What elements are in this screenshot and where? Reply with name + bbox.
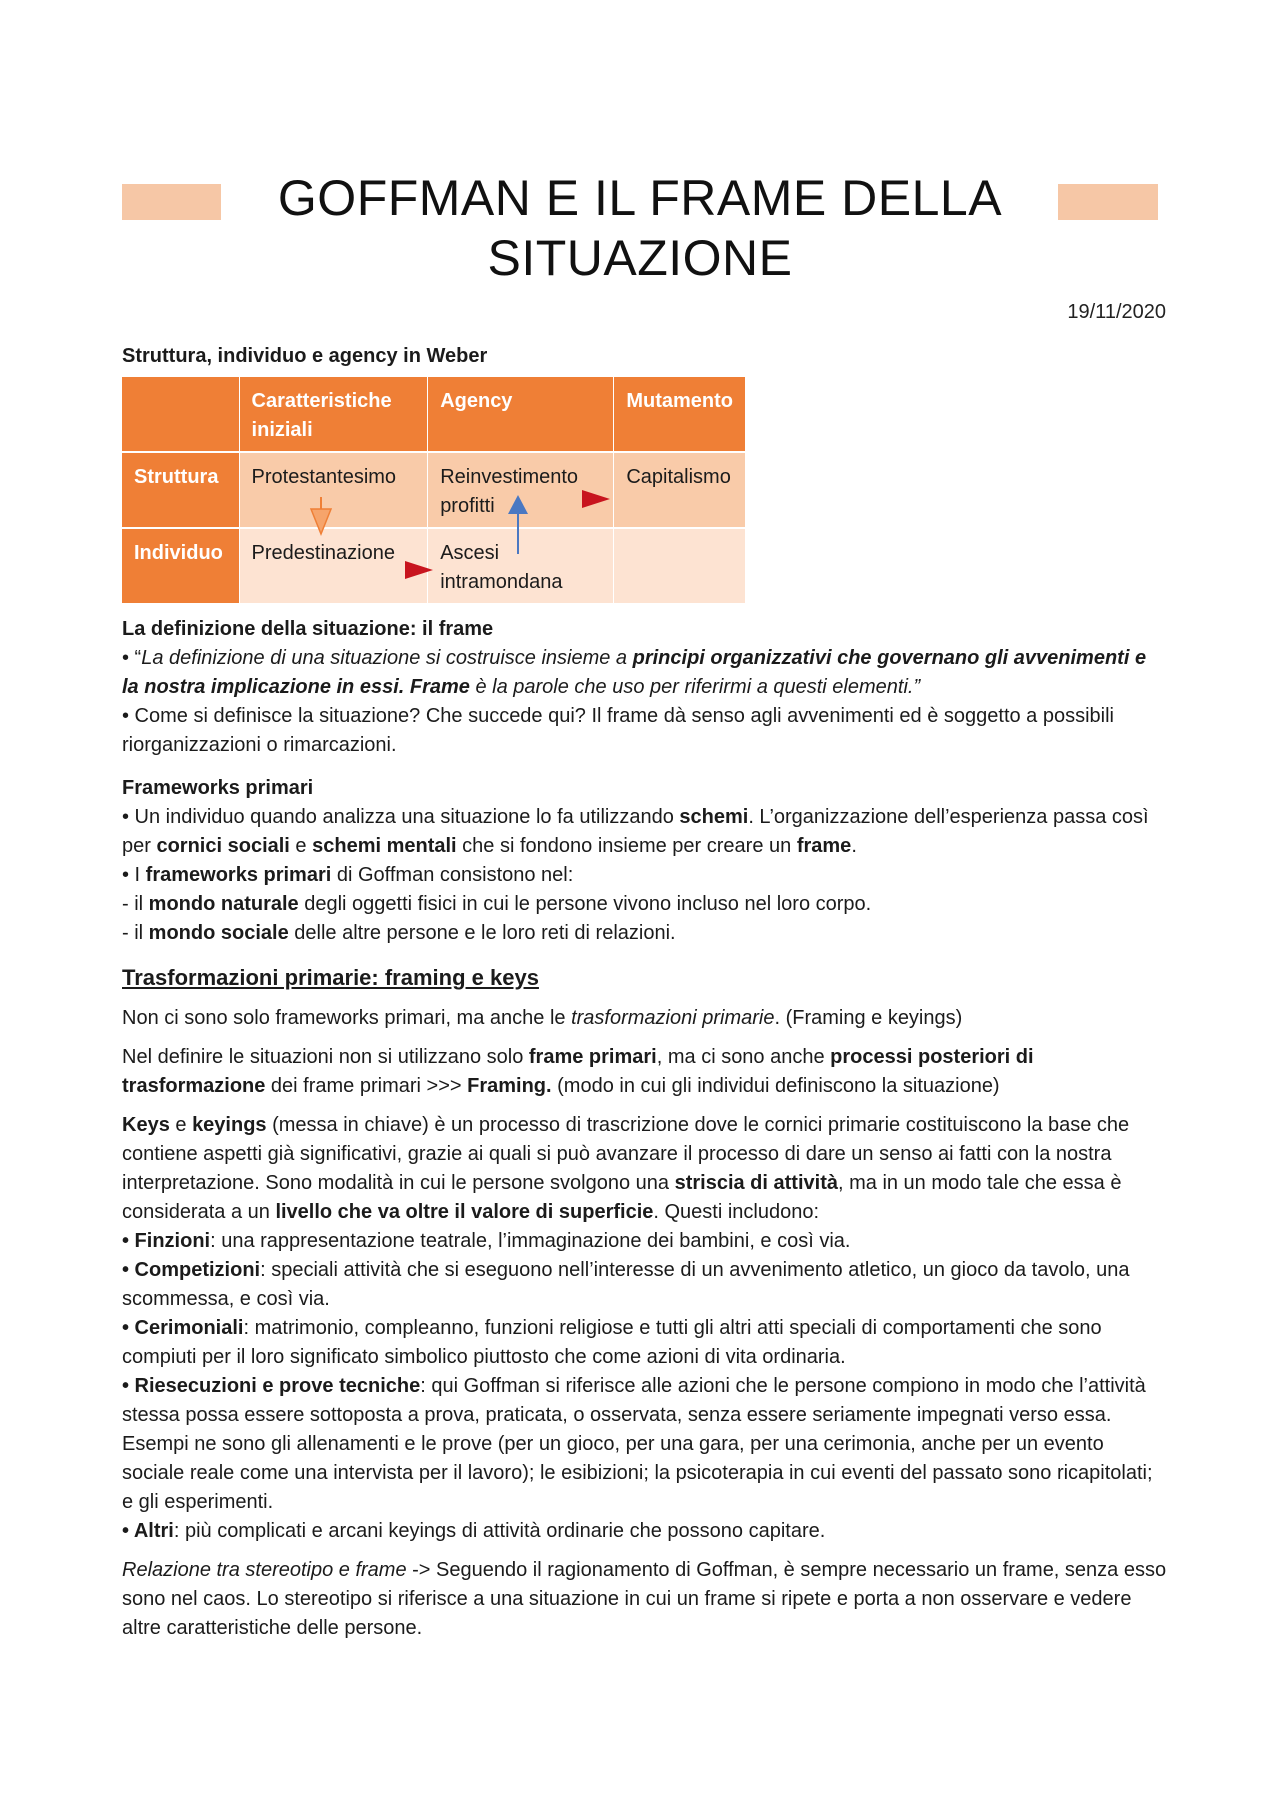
- list-item: [122, 1227, 1167, 1256]
- text-span: • Altri: [122, 1520, 174, 1542]
- text-span: processi posteriori di trasformazione: [122, 1046, 1034, 1097]
- text-span: : più complicati e arcani keyings di attività ordinarie che possono capitare.: [173, 1520, 826, 1542]
- text-span: • Cerimoniali: [122, 1317, 244, 1339]
- text-span: keyings: [192, 1114, 267, 1136]
- paragraph: [122, 1004, 1167, 1033]
- text-span: mondo naturale: [148, 893, 299, 915]
- section-frameworks: [122, 774, 1167, 948]
- text-span: • Finzioni: [122, 1230, 211, 1252]
- text-span: La definizione di una situazione si costruisce insieme a: [141, 647, 633, 669]
- paragraph: [122, 644, 1167, 702]
- text-span: , ma ci sono anche: [656, 1046, 831, 1068]
- section-heading: Trasformazioni primarie: framing e keys: [122, 965, 539, 990]
- table-row-header: Struttura: [122, 453, 240, 529]
- text-span: : qui Goffman si riferisce alle azioni che le persone compiono in modo che l’attività stessa possa essere sottoposta a prova, praticata, o osservata, senza essere seriamente impegnati verso essa. Esempi ne sono gli allenamenti e le prove (per un gioco, per una gara, per una cerimonia, anche per un evento sociale reale come una intervista per il lavoro); le esibizioni; la psicoterapia in cui eventi del passato sono ricapitolati; e gli esperimenti.: [122, 1375, 1153, 1513]
- table-row-header: Individuo: [122, 529, 240, 605]
- list-item: [122, 1517, 1167, 1546]
- text-span: • Un individuo quando analizza una situazione lo fa utilizzando: [122, 806, 680, 828]
- text-span: - il: [122, 893, 149, 915]
- text-span: . Questi includono:: [653, 1201, 820, 1223]
- list-item: [122, 1372, 1167, 1517]
- table-cell: Reinvestimento profitti: [428, 453, 614, 529]
- table-row: [122, 453, 746, 529]
- text-span: mondo sociale: [148, 922, 289, 944]
- text-span: di Goffman consistono nel:: [331, 864, 574, 886]
- table-cell: Capitalismo: [614, 453, 746, 529]
- text-span: striscia di attività: [674, 1172, 838, 1194]
- text-span: è la parole che uso per riferirmi a questi elementi.”: [469, 676, 921, 698]
- title-decoration-right: [1058, 184, 1158, 220]
- page-title: GOFFMAN E IL FRAME DELLA SITUAZIONE: [277, 170, 1003, 286]
- paragraph: [122, 1043, 1167, 1101]
- text-span: frameworks primari: [145, 864, 332, 886]
- text-span: : matrimonio, compleanno, funzioni religiose e tutti gli altri atti speciali di comportamenti che sono compiuti per il loro significato simbolico piuttosto che come azioni di vita ordinaria.: [122, 1317, 1102, 1368]
- text-span: delle altre persone e le loro reti di relazioni.: [288, 922, 676, 944]
- text-span: Relazione tra stereotipo e frame: [122, 1559, 407, 1581]
- document-body: [122, 342, 1167, 1653]
- text-span: Framing.: [467, 1075, 552, 1097]
- text-span: livello che va oltre il valore di superficie: [275, 1201, 654, 1223]
- table-row: [122, 529, 746, 605]
- text-span: e: [289, 835, 313, 857]
- text-span: cornici sociali: [156, 835, 290, 857]
- text-span: e: [169, 1114, 193, 1136]
- text-span: frame: [796, 835, 852, 857]
- table-header-cell: Mutamento: [614, 377, 746, 453]
- text-span: • “: [122, 647, 142, 669]
- table-cell: Ascesi intramondana: [428, 529, 614, 605]
- text-span: -> Seguendo il ragionamento di Goffman, è sempre necessario un frame, senza esso sono nel caos. Lo stereotipo si riferisce a una situazione in cui un frame si ripete e porta a non osservare e vedere altre caratteristiche delle persone.: [122, 1559, 1167, 1639]
- text-span: schemi: [679, 806, 749, 828]
- table-header-row: [122, 377, 746, 453]
- text-span: : speciali attività che si eseguono nell’interesse di un avvenimento atletico, un gioco da tavolo, una scommessa, e così via.: [122, 1259, 1130, 1310]
- text-span: schemi mentali: [312, 835, 457, 857]
- paragraph: [122, 890, 1167, 919]
- text-span: degli oggetti fisici in cui le persone vivono incluso nel loro corpo.: [298, 893, 872, 915]
- text-span: - il: [122, 922, 149, 944]
- text-span: • I: [122, 864, 146, 886]
- text-span: • Competizioni: [122, 1259, 261, 1281]
- section-frame: [122, 615, 1167, 760]
- text-span: Keys: [122, 1114, 170, 1136]
- paragraph: [122, 803, 1167, 861]
- text-span: principi organizzativi che governano gli avvenimenti e la nostra implicazione in essi. Frame: [122, 647, 1147, 698]
- list-item: [122, 1256, 1167, 1314]
- text-block: [122, 1111, 1167, 1227]
- table-header-cell: [122, 377, 240, 453]
- text-span: .: [851, 835, 857, 857]
- paragraph: [122, 919, 1167, 948]
- table-cell: [614, 529, 746, 605]
- list-item: [122, 1314, 1167, 1372]
- text-span: frame primari: [528, 1046, 657, 1068]
- document-date: 19/11/2020: [1067, 301, 1166, 323]
- paragraph: [122, 1556, 1167, 1643]
- text-span: che si fondono insieme per creare un: [456, 835, 797, 857]
- paragraph: [122, 1111, 1167, 1546]
- text-span: . L’organizzazione dell’esperienza passa così per: [122, 806, 1149, 857]
- text-span: : una rappresentazione teatrale, l’immaginazione dei bambini, e così via.: [210, 1230, 851, 1252]
- weber-table-wrapper: [122, 377, 1167, 605]
- paragraph: [122, 861, 1167, 890]
- section-heading: Frameworks primari: [122, 777, 314, 799]
- table-header-cell: Agency: [428, 377, 614, 453]
- text-span: (messa in chiave) è un processo di trascrizione dove le cornici primarie costituiscono la base che contiene aspetti già significativi, grazie ai quali si può avanzare il processo di dare un senso ai fatti con la nostra interpretazione. Sono modalità in cui le persone svolgono una: [122, 1114, 1130, 1194]
- weber-table: [122, 377, 746, 605]
- title-decoration-left: [122, 184, 221, 220]
- text-span: trasformazioni primarie: [571, 1007, 775, 1029]
- table-caption: Struttura, individuo e agency in Weber: [122, 345, 488, 367]
- text-span: dei frame primari >>>: [265, 1075, 468, 1097]
- section-heading: La definizione della situazione: il frame: [122, 618, 494, 640]
- table-cell: Predestinazione: [240, 529, 429, 605]
- text-span: (modo in cui gli individui definiscono la situazione): [551, 1075, 1000, 1097]
- text-span: Non ci sono solo frameworks primari, ma anche le: [122, 1007, 572, 1029]
- text-span: Nel definire le situazioni non si utilizzano solo: [122, 1046, 529, 1068]
- text-span: , ma in un modo tale che essa è considerata a un: [122, 1172, 1122, 1223]
- text-span: . (Framing e keyings): [774, 1007, 963, 1029]
- table-header-cell: Caratteristiche iniziali: [240, 377, 429, 453]
- text-span: • Riesecuzioni e prove tecniche: [122, 1375, 421, 1397]
- paragraph: • Come si definisce la situazione? Che succede qui? Il frame dà senso agli avvenimenti ed è soggetto a possibili riorganizzazioni o rimarcazioni.: [122, 705, 1115, 756]
- table-cell: Protestantesimo: [240, 453, 429, 529]
- section-trasformazioni: [122, 962, 1167, 1643]
